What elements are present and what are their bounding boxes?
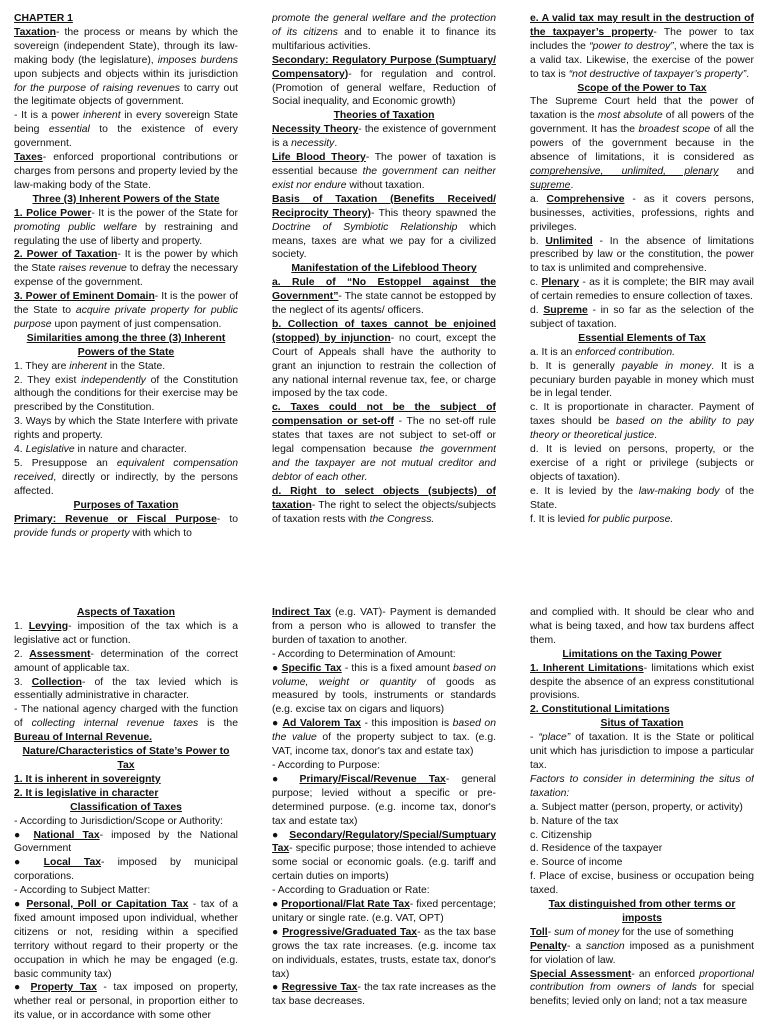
term-label: 2. Power of Taxation <box>14 249 118 261</box>
text-run: c. It is proportionate in character. Payment of taxes should be <box>530 402 754 428</box>
text-run: - general purpose; levied without a specific or pre-determined purpose. (e.g. income tax, donor's tax and estate tax) <box>272 773 496 827</box>
emphasis: promoting public welfare <box>14 221 137 233</box>
text-run: - an enforced <box>631 968 700 980</box>
text-run: - According to Subject Matter: <box>14 885 151 897</box>
text-run: and to enable it to finance its multifarious activities. <box>272 26 496 52</box>
paragraph <box>14 26 238 109</box>
text-run: ● <box>272 926 283 938</box>
emphasis: the government can neither exist nor endure <box>272 165 496 191</box>
text-run: ● <box>14 829 34 841</box>
text-run: - to <box>216 513 238 525</box>
text-run: - limitations which exist despite the absence of an express constitutional provisions. <box>530 662 754 702</box>
text-run: The Supreme Court held that the power of taxation is the <box>530 96 754 122</box>
text-run: ● <box>14 899 27 911</box>
text-run: upon subjects and objects within its jurisdiction <box>14 68 238 80</box>
paragraph <box>14 457 238 499</box>
paragraph <box>530 513 754 527</box>
term-label: b. Collection of taxes cannot be enjoined (stopped) by injunction <box>272 318 496 344</box>
section-heading: Aspects of Taxation <box>77 607 175 618</box>
emphasis: Factors to consider in determining the situs of taxation: <box>530 773 754 799</box>
text-run: - as the tax base grows the tax rate increases. (e.g. income tax on individuals, estates, trusts, estate tax, donor's tax) <box>272 926 496 980</box>
paragraph <box>14 787 238 801</box>
text-run: c. Citizenship <box>530 829 592 841</box>
text-run: 1. <box>14 620 29 632</box>
term-label: Necessity Theory <box>272 124 359 136</box>
text-run: , where the tax is a valid tax. Likewise, the exercise of the power to tax is <box>530 40 754 80</box>
text-run: - The power to tax includes the <box>530 26 754 52</box>
text-run: b. Nature of the tax <box>530 815 619 827</box>
text-run: of taxation. It is the State or political unit which has jurisdiction to impose a particular tax. <box>530 732 754 771</box>
emphasis: “power to destroy” <box>589 40 674 52</box>
paragraph <box>530 815 754 829</box>
paragraph <box>272 606 496 648</box>
term-label: 2. It is legislative in character <box>14 787 159 799</box>
text-run: of the Constitution although the conditions for their exercise may be prescribed by the Constitution. <box>14 374 238 414</box>
emphasis: the Congress. <box>369 513 435 525</box>
term-label: Bureau of Internal Revenue. <box>14 732 152 744</box>
section-heading: Theories of Taxation <box>333 110 435 122</box>
term-label: Regressive Tax <box>281 982 358 994</box>
paragraph <box>530 731 754 773</box>
text-run: d. Residence of the taxpayer <box>530 843 663 855</box>
emphasis: equivalent compensation received <box>14 458 238 483</box>
section-heading: Purposes of Taxation <box>73 499 179 511</box>
term-label: 1. It is inherent in sovereignty <box>14 773 161 785</box>
term-label: Primary/Fiscal/Revenue Tax <box>299 773 446 785</box>
paragraph <box>272 12 496 54</box>
text-run: - the existence of government is a <box>272 124 496 150</box>
text-run: e. It is levied by the <box>530 485 639 497</box>
term-label: Progressive/Graduated Tax <box>282 926 418 938</box>
text-run: - imposition of the tax which is a legislative act or function. <box>14 620 238 646</box>
text-run: of goods as measured by tools, instruments or standards (e.g. excise tax on cigars and liquors) <box>272 676 496 716</box>
text-run: - the process or means by which the sovereign (independent State), through its law-making body (the legislature), <box>14 26 238 66</box>
paragraph <box>272 276 496 318</box>
section-heading: Nature/Characteristics of State’s Power to Tax <box>22 746 230 771</box>
emphasis: broadest scope <box>638 124 711 136</box>
term-label: Taxation <box>14 26 56 38</box>
paragraph <box>14 856 238 884</box>
text-run: c. <box>530 277 542 289</box>
term-label: a. Rule of “No Estoppel against the Government” <box>272 277 496 303</box>
text-run: 4. <box>14 444 26 456</box>
emphasis: independently <box>81 374 146 386</box>
text-run: ● <box>14 982 31 994</box>
paragraph <box>530 829 754 843</box>
section-heading: Three (3) Inherent Powers of the State <box>32 193 220 205</box>
text-run: ● <box>272 899 282 911</box>
section-heading: Similarities among the three (3) Inherent Powers of the State <box>26 332 226 358</box>
paragraph <box>14 703 238 745</box>
term-label: Toll <box>530 926 548 938</box>
paragraph <box>272 401 496 484</box>
text-run: 2. They exist <box>14 374 82 386</box>
paragraph <box>530 360 754 402</box>
emphasis: for public purpose. <box>587 513 674 525</box>
text-run: which means, taxes are what we pay for a civilized society. <box>272 221 496 261</box>
paragraph <box>272 981 496 1009</box>
text-run: by restraining and regulating the use of liberty and property. <box>14 221 238 247</box>
text-run: - According to Jurisdiction/Scope or Authority: <box>14 815 224 827</box>
paragraph <box>272 151 496 193</box>
paragraph <box>14 290 238 332</box>
text-run: b. It is generally <box>530 360 622 372</box>
section-heading: Tax distinguished from other terms or imposts <box>548 899 736 924</box>
text-run: to the existence of every government. <box>14 124 238 150</box>
paragraph <box>14 443 238 457</box>
paragraph <box>530 304 754 332</box>
term-label: Supreme <box>543 305 588 317</box>
term-label: Personal, Poll or Capitation Tax <box>26 899 189 911</box>
term-label: 1. Police Power <box>14 207 92 219</box>
emphasis: collecting internal revenue taxes <box>31 718 199 730</box>
text-run: a. Subject matter (person, property, or activity) <box>530 801 743 813</box>
text-run: - this imposition is <box>360 718 453 730</box>
paragraph <box>272 884 496 898</box>
paragraph <box>530 485 754 513</box>
text-run: - It is the power of the State to <box>14 291 238 317</box>
section-heading: Manifestation of the Lifeblood Theory <box>291 263 477 275</box>
paragraph <box>530 926 754 940</box>
text-run: 2. <box>14 648 30 660</box>
emphasis: imposes burdens <box>157 54 238 66</box>
emphasis: enforced contribution. <box>575 346 675 358</box>
term-label: Indirect Tax <box>272 607 331 618</box>
text-run: ● <box>14 857 44 869</box>
paragraph <box>272 662 496 718</box>
text-run: upon payment of just compensation. <box>51 318 222 330</box>
text-run: . It is a pecuniary burden payable in money which must be in legal tender. <box>530 360 754 400</box>
paragraph <box>272 54 496 110</box>
text-run: of all the powers of the government because in the absence of limitations, it is considered as <box>530 124 754 164</box>
paragraph <box>530 801 754 815</box>
emphasis: for the purpose of raising revenues <box>14 82 180 94</box>
term-label: Levying <box>28 620 69 632</box>
text-run: - as it covers persons, businesses, activities, professions, rights and privileges. <box>530 193 754 233</box>
term-label: National Tax <box>33 829 100 841</box>
paragraph <box>14 360 238 374</box>
term-label: Penalty <box>530 940 567 952</box>
section-heading: Classification of Taxes <box>70 801 182 813</box>
text-run: imposed as a punishment for violation of law. <box>530 940 754 966</box>
text-run: ● <box>272 982 282 994</box>
text-run: e. Source of income <box>530 857 623 869</box>
section-heading: Essential Elements of Tax <box>578 332 706 344</box>
paragraph <box>530 856 754 870</box>
text-run: (e.g. VAT)- Payment is demanded from a person who is allowed to transfer the burden of taxation to another. <box>272 607 496 646</box>
text-run: - The no set-off rule states that taxes are not subject to set-off or legal compensation because <box>272 416 496 456</box>
emphasis: proportional contribution from owners of lands <box>530 968 754 994</box>
paragraph <box>14 109 238 151</box>
text-run: 3. Ways by which the State Interfere with private rights and property. <box>14 416 238 442</box>
text-run: - tax of a fixed amount imposed upon individual, whether citizens or not, residing within a specified territory without regard to their property or the occupation in which he may be engaged (e.g. basic community tax) <box>14 899 238 980</box>
paragraph <box>14 815 238 829</box>
paragraph <box>530 401 754 443</box>
term-label: Comprehensive <box>546 193 625 205</box>
text-run: of the property subject to tax. (e.g. VAT, income tax, donor's tax and estate tax) <box>272 732 496 758</box>
paragraph <box>530 662 754 704</box>
emphasis: promote the general welfare and the protection of its citizens <box>272 13 496 38</box>
text-run: - According to Determination of Amount: <box>272 648 456 660</box>
paragraph <box>272 193 496 263</box>
emphasis: provide funds or property <box>14 527 130 539</box>
emphasis: based on volume, weight or quantity <box>272 662 496 688</box>
emphasis: payable in money <box>621 360 712 372</box>
paragraph <box>14 884 238 898</box>
chapter-title: CHAPTER 1 <box>14 13 73 24</box>
text-run: - of the tax levied which is essentially administrative in character. <box>14 676 238 702</box>
paragraph <box>272 829 496 885</box>
paragraph <box>272 123 496 151</box>
text-run: and complied with. It should be clear who and what is being taxed, and how tax burdens affect them. <box>530 607 754 646</box>
text-run: - <box>547 926 555 938</box>
emphasis: inherent <box>69 360 107 372</box>
term-label: Ad Valorem Tax <box>282 718 361 730</box>
page2-column-1 <box>14 606 238 1024</box>
text-run: - The power of taxation is essential because <box>272 152 496 177</box>
paragraph <box>272 318 496 401</box>
text-run: in every sovereign State being <box>14 110 238 136</box>
text-run: - It is the power by which the State <box>14 249 238 275</box>
page2-column-3 <box>530 606 754 1024</box>
paragraph <box>14 898 238 981</box>
paragraph <box>14 773 238 787</box>
text-run: for special benefits; levied only on land; not a tax measure <box>530 982 754 1008</box>
text-run: . <box>654 430 658 442</box>
paragraph <box>530 606 754 648</box>
paragraph <box>14 207 238 249</box>
text-run: ● <box>272 718 283 730</box>
paragraph <box>14 676 238 704</box>
text-run: - According to Purpose: <box>272 759 381 771</box>
text-run: in the State. <box>106 360 166 372</box>
text-run: - This theory spawned the <box>371 207 496 219</box>
text-run: . <box>570 179 574 191</box>
section-heading: Situs of Taxation <box>600 718 684 730</box>
text-run: - no court, except the Court of Appeals shall have the authority to grant an injunction to restrain the collection of any national internal revenue tax, fee, or charge imposed by the tax code. <box>272 332 496 400</box>
emphasis: most absolute <box>597 110 663 122</box>
term-label: Special Assessment <box>530 968 632 980</box>
emphasis: law-making body <box>638 485 720 497</box>
term-label: Proportional/Flat Rate Tax <box>281 899 410 911</box>
text-run: with which to <box>129 527 192 539</box>
text-run: - The state cannot be estopped by the neglect of its agents/ officers. <box>272 291 496 317</box>
page1-column-3 <box>530 12 754 584</box>
term-label: c. Taxes could not be the subject of compensation or set-off <box>272 402 496 428</box>
paragraph <box>14 374 238 416</box>
term-label: Secondary: Regulatory Purpose (Sumptuary/ Compensatory) <box>272 54 496 80</box>
text-run: a. It is an <box>530 346 576 358</box>
text-run: 1. They are <box>14 360 70 372</box>
paragraph <box>530 443 754 485</box>
text-run: - a <box>566 940 586 952</box>
text-run: - imposed by municipal corporations. <box>14 857 238 883</box>
text-run: - imposed by the National Government <box>14 829 238 855</box>
text-run: f. It is levied <box>530 513 588 525</box>
paragraph <box>530 193 754 235</box>
text-run: is the <box>198 718 238 730</box>
paragraph <box>272 926 496 982</box>
text-run: - the tax rate increases as the tax base decreases. <box>272 982 496 1008</box>
paragraph <box>530 870 754 898</box>
emphasis: the government and the taxpayer are not mutual creditor and debtor of each other. <box>272 444 496 483</box>
term-label: Specific Tax <box>281 662 342 674</box>
term-label: e. A valid tax may result in the destruction of the taxpayer’s property <box>530 13 754 38</box>
term-label: Local Tax <box>43 857 102 869</box>
paragraph <box>14 415 238 443</box>
paragraph <box>14 829 238 857</box>
emphasis: Doctrine of Symbiotic Relationship <box>272 221 458 233</box>
term-label: 1. Inherent Limitations <box>530 662 644 674</box>
emphasis: essential <box>48 124 90 136</box>
emphasis-underlined: supreme <box>530 179 571 191</box>
paragraph <box>530 773 754 801</box>
paragraph <box>530 968 754 1010</box>
term-label: Basis of Taxation (Benefits Received/ Reciprocity Theory) <box>272 193 496 219</box>
emphasis-underlined: comprehensive, unlimited, plenary <box>530 165 719 177</box>
text-run: ● <box>272 773 300 785</box>
term-label: Secondary/Regulatory/Special/Sumptuary Tax <box>272 829 496 855</box>
text-run: f. Place of excise, business or occupation being taxed. <box>530 871 754 897</box>
section-heading: Scope of the Power to Tax <box>577 82 707 94</box>
paragraph <box>272 759 496 773</box>
paragraph <box>530 276 754 304</box>
paragraph <box>530 235 754 277</box>
text-run: - fixed percentage; unitary or single rate. (e.g. VAT, OPT) <box>272 899 496 924</box>
text-run: a. <box>530 193 547 205</box>
paragraph <box>272 648 496 662</box>
emphasis: sanction <box>586 940 625 952</box>
text-run: - enforced proportional contributions or charges from persons and property levied by the law-making body of the State. <box>14 152 238 191</box>
text-run: ● <box>272 662 282 674</box>
emphasis: based on the value <box>272 718 496 744</box>
term-label: Assessment <box>29 648 91 660</box>
paragraph <box>530 346 754 360</box>
text-run: , directly or indirectly, by the persons affected. <box>14 471 238 497</box>
text-run: ● <box>272 829 290 841</box>
paragraph <box>14 981 238 1023</box>
text-run: - as it is complete; the BIR may avail of certain remedies to ensure collection of taxes. <box>530 277 754 303</box>
text-run: to defray the necessary expense of the government. <box>14 263 238 289</box>
emphasis: Legislative <box>25 444 75 456</box>
paragraph <box>14 620 238 648</box>
text-run: . <box>334 138 338 150</box>
emphasis: sum of money <box>554 926 620 938</box>
term-label: Unlimited <box>545 235 593 247</box>
term-label: Plenary <box>541 277 579 289</box>
text-run: - According to Graduation or Rate: <box>272 885 430 897</box>
text-run: - The right to select the objects/subjects of taxation rests with <box>272 499 496 525</box>
paragraph <box>14 648 238 676</box>
emphasis: “place” <box>538 732 571 744</box>
term-label: Property Tax <box>30 982 97 994</box>
term-label: 3. Power of Eminent Domain <box>14 291 155 303</box>
paragraph <box>14 151 238 193</box>
text-run: 3. <box>14 676 32 688</box>
section-heading: Limitations on the Taxing Power <box>562 648 722 660</box>
emphasis: raises revenue <box>58 263 127 275</box>
paragraph <box>272 485 496 527</box>
text-run: - tax imposed on property, whether real or personal, in proportion either to its value, or in accordance with some other <box>14 982 238 1022</box>
text-run: of all powers of the government. It has the <box>530 110 754 136</box>
text-run: and <box>718 165 754 177</box>
paragraph <box>530 940 754 968</box>
text-run: in nature and character. <box>74 444 187 456</box>
text-run: - The national agency charged with the function of <box>14 704 238 730</box>
emphasis: necessity <box>291 138 335 150</box>
text-run: - In the absence of limitations prescribed by law or the constitution, the power to tax is unlimited and comprehensive. <box>530 235 754 275</box>
paragraph <box>272 717 496 759</box>
text-run: 5. Presuppose an <box>14 458 117 469</box>
text-run: d. It is levied on persons, property, or the exercise of a right or privilege (subjects or objects of taxation). <box>530 444 754 483</box>
paragraph <box>530 12 754 82</box>
page1-column-2 <box>272 12 496 584</box>
text-run: - specific purpose; those intended to achieve some social or economic goals. (e.g. tariff and certain duties on imports) <box>272 843 496 883</box>
emphasis: inherent <box>83 110 121 122</box>
emphasis: acquire private property for public purpose <box>14 305 238 330</box>
paragraph <box>530 703 754 717</box>
page2-column-2 <box>272 606 496 1024</box>
term-label: Primary: Revenue or Fiscal Purpose <box>14 513 217 525</box>
emphasis: based on the ability to pay theory or theoretical justice <box>530 416 754 442</box>
text-run: - in so far as the selection of the subject of taxation. <box>530 305 754 330</box>
paragraph <box>272 773 496 829</box>
page1-column-1 <box>14 12 238 584</box>
emphasis: “not destructive of taxpayer’s property” <box>568 68 747 80</box>
text-run: - <box>530 732 539 744</box>
term-label: d. Right to select objects (subjects) of taxation <box>272 485 496 511</box>
text-run: - this is a fixed amount <box>341 662 453 674</box>
paragraph <box>14 248 238 290</box>
text-run: - It is a power <box>14 110 84 122</box>
text-run: d. <box>530 305 544 317</box>
term-label: Life Blood Theory <box>272 152 366 164</box>
paragraph <box>272 898 496 926</box>
term-label: 2. Constitutional Limitations <box>530 704 670 716</box>
text-run: b. <box>530 235 546 247</box>
text-run: without taxation. <box>346 179 425 191</box>
text-run: - determination of the correct amount of applicable tax. <box>14 648 238 674</box>
text-run: - for regulation and control. (Promotion of general welfare, Reduction of Social inequality, and Economic growth) <box>272 68 496 108</box>
term-label: Collection <box>31 676 82 688</box>
paragraph <box>530 842 754 856</box>
paragraph <box>530 95 754 192</box>
text-run: to carry out the legitimate objects of government. <box>14 82 238 108</box>
term-label: Taxes <box>14 152 43 164</box>
text-run: for the use of something <box>619 926 734 938</box>
text-run: of the State. <box>530 485 754 511</box>
text-run: . <box>746 68 750 80</box>
paragraph <box>14 513 238 541</box>
text-run: - It is the power of the State for <box>91 207 238 219</box>
